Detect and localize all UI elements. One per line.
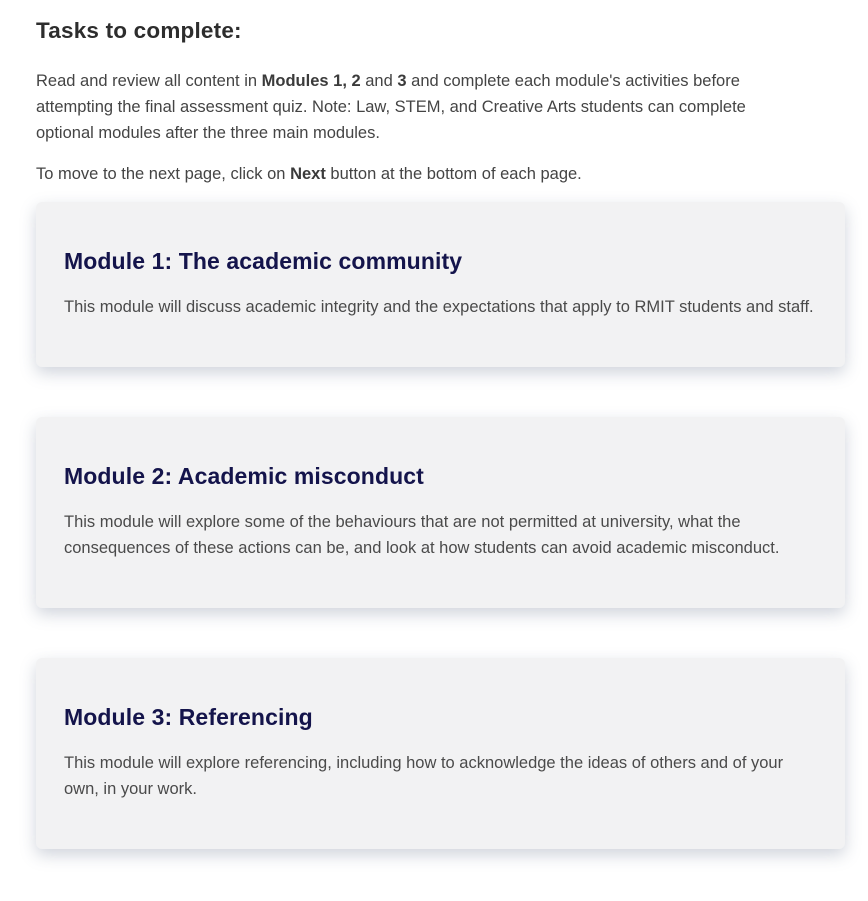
module-1-description: This module will discuss academic integrity and the expectations that apply to RMIT students and staff. [64,298,814,316]
intro-section [36,68,845,187]
module-3-description: This module will explore referencing, including how to acknowledge the ideas of others and of your own, in your work. [64,754,784,798]
module-3-title: Module 3: Referencing [64,704,313,730]
navigation-note-paragraph [36,161,808,187]
module-1-title: Module 1: The academic community [64,248,463,274]
module-3-card [36,658,845,849]
intro-text-1: Read and review all content in [36,72,262,90]
module-2-card [36,417,845,608]
nav-note-bold-next: Next [290,165,326,183]
module-2-description: This module will explore some of the behaviours that are not permitted at university, what the consequences of these actions can be, and look at how students can avoid academic misconduct. [64,513,780,557]
module-2-title: Module 2: Academic misconduct [64,463,424,489]
intro-text-3: and complete each module's activities before attempting the final assessment quiz. Note: Law, STEM, and Creative Arts students can complete optional modules after the three main modules. [36,72,746,142]
page-title: Tasks to complete: [36,18,242,43]
intro-bold-modules: Modules 1, 2 [261,72,361,90]
intro-bold-three: 3 [397,72,407,90]
nav-note-text-1: To move to the next page, click on [36,165,291,183]
nav-note-text-2: button at the bottom of each page. [325,165,582,183]
module-1-card [36,202,845,367]
intro-paragraph [36,68,808,146]
intro-text-2: and [360,72,398,90]
